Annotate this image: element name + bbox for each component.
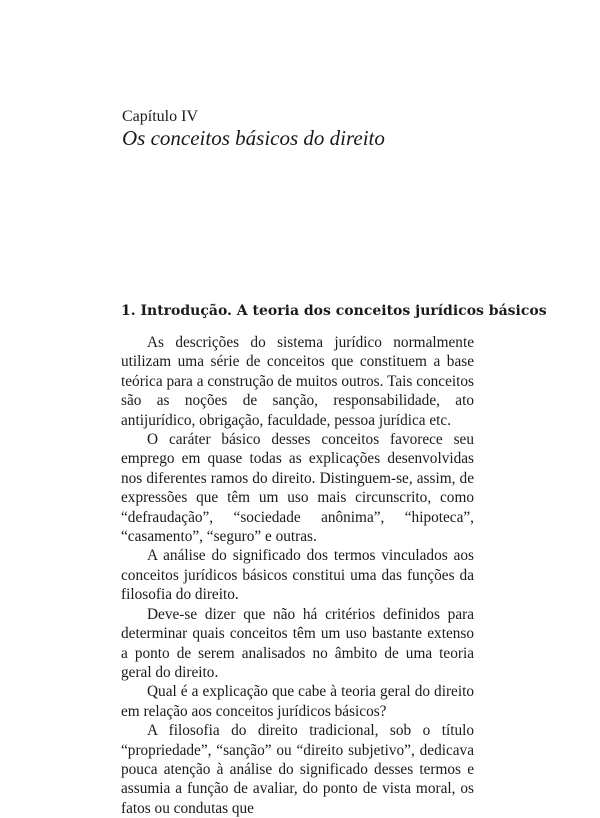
paragraph: A filosofia do direito tradicional, sob o título “propriedade”, “sanção” ou “direito subjetivo”, dedicava pouca atenção à análise do significado desses termos e assumia a função de avaliar, do ponto de vista moral, os fatos ou condutas que (121, 722, 474, 817)
body-text (121, 333, 474, 818)
paragraph: Deve-se dizer que não há critérios definidos para determinar quais conceitos têm um uso bastante extenso a ponto de serem analisados no âmbito de uma teoria geral do direito. (121, 605, 474, 681)
chapter-label: Capítulo IV (122, 108, 198, 125)
paragraph: As descrições do sistema jurídico normalmente utilizam uma série de conceitos que constituem a base teórica para a construção de muitos outros. Tais conceitos são as noções de sanção, responsabilidade, ato antijurídico, obrigação, faculdade, pessoa jurídica etc. (121, 334, 474, 429)
paragraph: Qual é a explicação que cabe à teoria geral do direito em relação aos conceitos jurídicos básicos? (121, 683, 474, 720)
chapter-title: Os conceitos básicos do direito (122, 126, 385, 150)
section-heading: 1. Introdução. A teoria dos conceitos jurídicos básicos (121, 303, 547, 319)
paragraph: O caráter básico desses conceitos favorece seu emprego em quase todas as explicações desenvolvidas nos diferentes ramos do direito. Distinguem-se, assim, de expressões que têm um uso mais circunscrito, como “defraudação”, “sociedade anônima”, “hipoteca”, “casamento”, “seguro” e outras. (121, 431, 474, 546)
paragraph: A análise do significado dos termos vinculados aos conceitos jurídicos básicos constitui uma das funções da filosofia do direito. (121, 547, 474, 604)
